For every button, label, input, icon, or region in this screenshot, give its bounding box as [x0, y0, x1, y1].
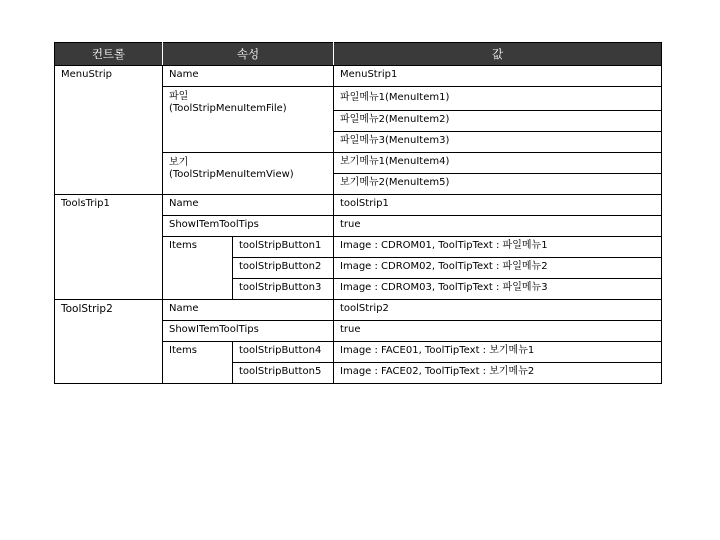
control-cell-empty: [55, 363, 163, 384]
table-row: [55, 279, 662, 300]
items-empty: [163, 279, 233, 300]
items-label: Items: [163, 342, 233, 363]
property-line: 보기: [169, 157, 189, 168]
value-cell: 보기메뉴2(MenuItem5): [334, 174, 662, 195]
property-cell: [163, 153, 334, 195]
value-cell: 파일메뉴3(MenuItem3): [334, 132, 662, 153]
table-row: [55, 195, 662, 216]
control-cell: ToolStrip2: [55, 300, 163, 321]
value-cell: toolStrip1: [334, 195, 662, 216]
control-cell-empty: [55, 258, 163, 279]
value-cell: MenuStrip1: [334, 66, 662, 87]
sub-item-cell: toolStripButton5: [233, 363, 334, 384]
control-cell-empty: [55, 321, 163, 342]
property-cell: ShowITemToolTips: [163, 321, 334, 342]
value-cell: true: [334, 321, 662, 342]
items-label: Items: [163, 237, 233, 258]
header-property: 속성: [163, 43, 334, 66]
header-row: [55, 43, 662, 66]
table-row: [55, 300, 662, 321]
control-cell-empty: [55, 111, 163, 132]
control-cell-empty: [55, 174, 163, 195]
control-cell: MenuStrip: [55, 66, 163, 87]
property-line: (ToolStripMenuItemView): [169, 169, 294, 180]
table-row: [55, 363, 662, 384]
property-cell: Name: [163, 300, 334, 321]
value-cell: Image : CDROM01, ToolTipText : 파일메뉴1: [334, 237, 662, 258]
items-empty: [163, 258, 233, 279]
table-row: [55, 216, 662, 237]
control-cell-empty: [55, 279, 163, 300]
value-cell: true: [334, 216, 662, 237]
value-cell: 파일메뉴1(MenuItem1): [334, 87, 662, 111]
sub-item-cell: toolStripButton4: [233, 342, 334, 363]
control-cell-empty: [55, 342, 163, 363]
property-cell: Name: [163, 195, 334, 216]
table-row: [55, 66, 662, 87]
control-cell: ToolsTrip1: [55, 195, 163, 216]
table-row: [55, 174, 662, 195]
table-row: [55, 132, 662, 153]
property-table: [54, 42, 662, 384]
control-cell-empty: [55, 87, 163, 111]
value-cell: Image : CDROM02, ToolTipText : 파일메뉴2: [334, 258, 662, 279]
control-cell-empty: [55, 237, 163, 258]
control-cell-empty: [55, 132, 163, 153]
table-row: [55, 237, 662, 258]
control-cell-empty: [55, 153, 163, 174]
table-row: [55, 321, 662, 342]
table-row: [55, 153, 662, 174]
property-line: (ToolStripMenuItemFile): [169, 103, 287, 114]
property-table-container: [54, 42, 661, 384]
header-value: 값: [334, 43, 662, 66]
value-cell: toolStrip2: [334, 300, 662, 321]
table-row: [55, 111, 662, 132]
property-line: 파일: [169, 91, 189, 102]
table-row: [55, 258, 662, 279]
sub-item-cell: toolStripButton3: [233, 279, 334, 300]
value-cell: 보기메뉴1(MenuItem4): [334, 153, 662, 174]
value-cell: Image : CDROM03, ToolTipText : 파일메뉴3: [334, 279, 662, 300]
items-empty: [163, 363, 233, 384]
table-row: [55, 342, 662, 363]
property-cell: ShowITemToolTips: [163, 216, 334, 237]
value-cell: Image : FACE02, ToolTipText : 보기메뉴2: [334, 363, 662, 384]
property-cell: Name: [163, 66, 334, 87]
table-row: [55, 87, 662, 111]
control-cell-empty: [55, 216, 163, 237]
sub-item-cell: toolStripButton1: [233, 237, 334, 258]
value-cell: Image : FACE01, ToolTipText : 보기메뉴1: [334, 342, 662, 363]
property-cell: [163, 87, 334, 153]
header-control: 컨트롤: [55, 43, 163, 66]
value-cell: 파일메뉴2(MenuItem2): [334, 111, 662, 132]
sub-item-cell: toolStripButton2: [233, 258, 334, 279]
